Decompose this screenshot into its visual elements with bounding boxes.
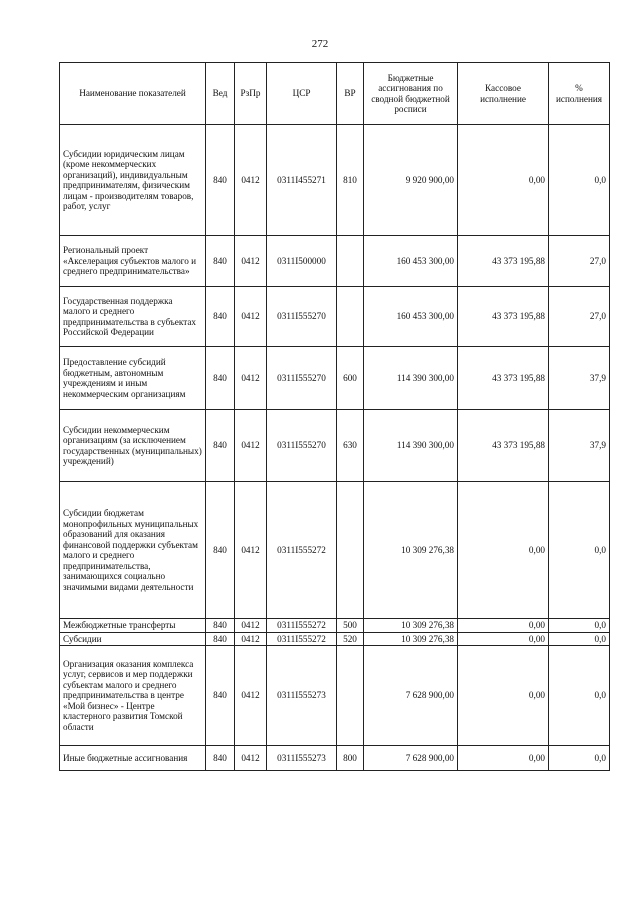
row-rzpr: 0412: [235, 125, 267, 236]
header-cash-execution: Кассовое исполнение: [458, 63, 549, 125]
budget-execution-table: [59, 62, 610, 771]
header-csr: ЦСР: [267, 63, 337, 125]
row-csr: 0311I555270: [267, 287, 337, 347]
row-csr: 0311I555270: [267, 347, 337, 410]
row-assignments: 160 453 300,00: [364, 236, 458, 287]
row-csr: 0311I555272: [267, 632, 337, 646]
row-csr: 0311I555272: [267, 619, 337, 633]
row-vr: 810: [337, 125, 364, 236]
row-rzpr: 0412: [235, 347, 267, 410]
row-vr: [337, 482, 364, 619]
row-cash-execution: 43 373 195,88: [458, 287, 549, 347]
row-cash-execution: 43 373 195,88: [458, 347, 549, 410]
row-percent: 27,0: [549, 236, 610, 287]
table-row: [60, 746, 610, 771]
row-name: Предоставление субсидий бюджетным, автономным учреждениям и иным некоммерческим организациям: [60, 347, 206, 410]
table-row: [60, 125, 610, 236]
row-rzpr: 0412: [235, 619, 267, 633]
row-assignments: 160 453 300,00: [364, 287, 458, 347]
row-rzpr: 0412: [235, 632, 267, 646]
row-ved: 840: [206, 746, 235, 771]
row-assignments: 7 628 900,00: [364, 646, 458, 746]
row-cash-execution: 0,00: [458, 619, 549, 633]
table-row: [60, 347, 610, 410]
header-assignments: Бюджетные ассигнования по сводной бюджетной росписи: [364, 63, 458, 125]
row-csr: 0311I555273: [267, 746, 337, 771]
row-vr: [337, 287, 364, 347]
header-vr: ВР: [337, 63, 364, 125]
row-name: Субсидии бюджетам монопрофильных муниципальных образований для оказания финансовой поддержки субъектам малого и среднего предпринимательства, занимающихся социально значимыми видами деятельности: [60, 482, 206, 619]
row-name: Региональный проект «Акселерация субъектов малого и среднего предпринимательства»: [60, 236, 206, 287]
row-csr: 0311I500000: [267, 236, 337, 287]
row-name: Организация оказания комплекса услуг, сервисов и мер поддержки субъектам малого и среднего предпринимательства в центре «Мой бизнес» - Центре кластерного развития Томской области: [60, 646, 206, 746]
row-cash-execution: 0,00: [458, 125, 549, 236]
row-cash-execution: 0,00: [458, 746, 549, 771]
row-assignments: 7 628 900,00: [364, 746, 458, 771]
row-ved: 840: [206, 632, 235, 646]
header-percent: % исполнения: [549, 63, 610, 125]
row-ved: 840: [206, 410, 235, 482]
row-percent: 0,0: [549, 619, 610, 633]
row-vr: 500: [337, 619, 364, 633]
table-row: [60, 632, 610, 646]
row-percent: 37,9: [549, 347, 610, 410]
row-vr: 800: [337, 746, 364, 771]
row-assignments: 10 309 276,38: [364, 632, 458, 646]
row-csr: 0311I555270: [267, 410, 337, 482]
row-vr: 600: [337, 347, 364, 410]
header-ved: Вед: [206, 63, 235, 125]
table-row: [60, 619, 610, 633]
row-ved: 840: [206, 287, 235, 347]
table-row: [60, 410, 610, 482]
row-percent: 0,0: [549, 632, 610, 646]
row-name: Субсидии юридическим лицам (кроме некоммерческих организаций), индивидуальным предпринимателям, физическим лицам - производителям товаров, работ, услуг: [60, 125, 206, 236]
row-rzpr: 0412: [235, 410, 267, 482]
row-name: Государственная поддержка малого и среднего предпринимательства в субъектах Российской Федерации: [60, 287, 206, 347]
row-name: Межбюджетные трансферты: [60, 619, 206, 633]
row-rzpr: 0412: [235, 287, 267, 347]
row-ved: 840: [206, 646, 235, 746]
row-csr: 0311I555272: [267, 482, 337, 619]
row-ved: 840: [206, 347, 235, 410]
row-percent: 27,0: [549, 287, 610, 347]
row-assignments: 9 920 900,00: [364, 125, 458, 236]
header-rzpr: РзПр: [235, 63, 267, 125]
row-percent: 0,0: [549, 125, 610, 236]
row-cash-execution: 43 373 195,88: [458, 236, 549, 287]
table-row: [60, 236, 610, 287]
row-rzpr: 0412: [235, 236, 267, 287]
row-ved: 840: [206, 619, 235, 633]
row-name: Субсидии: [60, 632, 206, 646]
row-assignments: 10 309 276,38: [364, 619, 458, 633]
row-rzpr: 0412: [235, 482, 267, 619]
row-name: Субсидии некоммерческим организациям (за исключением государственных (муниципальных) учреждений): [60, 410, 206, 482]
table-row: [60, 287, 610, 347]
row-assignments: 114 390 300,00: [364, 347, 458, 410]
row-ved: 840: [206, 125, 235, 236]
row-ved: 840: [206, 236, 235, 287]
row-vr: 520: [337, 632, 364, 646]
row-cash-execution: 0,00: [458, 646, 549, 746]
row-vr: [337, 236, 364, 287]
row-rzpr: 0412: [235, 746, 267, 771]
header-name: Наименование показателей: [60, 63, 206, 125]
page-number: 272: [311, 38, 329, 50]
row-percent: 0,0: [549, 646, 610, 746]
row-rzpr: 0412: [235, 646, 267, 746]
row-vr: [337, 646, 364, 746]
row-cash-execution: 0,00: [458, 632, 549, 646]
table-row: [60, 482, 610, 619]
row-percent: 37,9: [549, 410, 610, 482]
table-header-row: [60, 63, 610, 125]
row-percent: 0,0: [549, 746, 610, 771]
row-csr: 0311I555273: [267, 646, 337, 746]
row-csr: 0311I455271: [267, 125, 337, 236]
row-cash-execution: 0,00: [458, 482, 549, 619]
row-percent: 0,0: [549, 482, 610, 619]
row-ved: 840: [206, 482, 235, 619]
row-name: Иные бюджетные ассигнования: [60, 746, 206, 771]
row-vr: 630: [337, 410, 364, 482]
row-assignments: 114 390 300,00: [364, 410, 458, 482]
row-assignments: 10 309 276,38: [364, 482, 458, 619]
table-row: [60, 646, 610, 746]
row-cash-execution: 43 373 195,88: [458, 410, 549, 482]
